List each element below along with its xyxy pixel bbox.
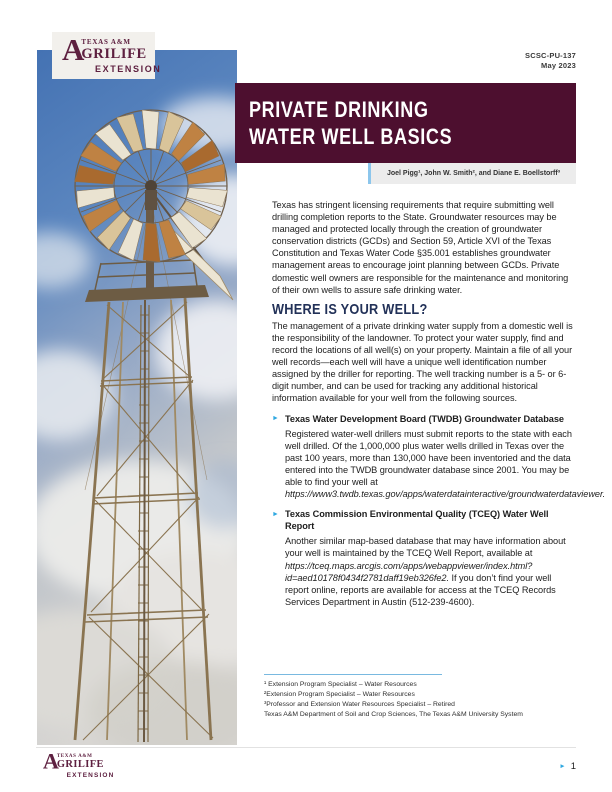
bullet-text: Another similar map-based database that may have information about your well is maintained by the TCEQ Well Report, available at xyxy=(285,536,566,559)
footnote-divider xyxy=(264,674,442,675)
section-paragraph: The management of a private drinking water supply from a domestic well is the responsibility of the landowner. To protect your water supply, find and record the locations of all well(s) on your property. Maintain a file of all your well records—each well will have a unique well identification number assigned by the driller for reporting. The well tracking number is a 5- or 6-digit number, and can be used for tracking any additional historical information available for your well from the following sources. xyxy=(272,320,573,404)
footnote-1: ¹ Extension Program Specialist – Water Resources xyxy=(264,681,417,688)
title-banner xyxy=(235,83,576,163)
agrilife-logo-texas-am: TEXAS A&M xyxy=(81,38,131,46)
section-heading: WHERE IS YOUR WELL? xyxy=(272,300,428,318)
agrilife-logo-header xyxy=(52,32,162,79)
authors-bar xyxy=(368,163,576,184)
windmill-photo-svg xyxy=(37,50,237,745)
intro-paragraph: Texas has stringent licensing requirements that require submitting well drilling completion reports to the State. Groundwater resources may be managed and protected locally through the creation of groundwater conservation districts (GCDs) and Section 59, Article XVI of the Texas Constitution and Texas Water Code §35.001 establishes groundwater management areas to encourage joint planning between GCDs. Private domestic well owners are responsible for the maintenance and monitoring of their own wells to assure safe drinking water. xyxy=(272,200,569,295)
agrilife-logo-division: EXTENSION xyxy=(95,63,162,74)
bullet-body xyxy=(285,428,606,501)
bullet-text-after: If you don’t find your well report online, reports are available for access at the TCEQ Records Services Department in Austin (512-239-4600). xyxy=(285,572,556,607)
bullet-title xyxy=(272,508,577,532)
bullet-arrow-icon: ► xyxy=(272,415,279,422)
publication-number: SCSC-PU-137 xyxy=(525,51,576,60)
bullet-item-tceq xyxy=(272,508,577,608)
footnote-2: ²Extension Program Specialist – Water Resources xyxy=(264,691,415,698)
agrilife-logo-name: GRILIFE xyxy=(81,46,147,62)
agrilife-logo-initial: A xyxy=(62,32,84,67)
agrilife-logo-division: EXTENSION xyxy=(66,771,115,779)
bullet-item-twdb xyxy=(272,413,606,501)
footer-divider xyxy=(36,747,576,748)
authors-text: Joel Pigg¹, John W. Smith², and Diane E. Boellstorff³ xyxy=(386,170,561,177)
article-body xyxy=(272,199,606,608)
bullet-text: Registered water-well drillers must submit reports to the state with each well drilled. Of the 1,000,000 plus water wells drilled in Texas over the past 100 years, more than 130,000 have been inventoried and the data entered into the TWDB groundwater database since 2001. You may be able to find your well at xyxy=(285,428,572,487)
page-number-arrow-icon: ► xyxy=(559,763,566,770)
bullet-title xyxy=(272,413,577,425)
agrilife-logo-initial: A xyxy=(42,748,59,774)
bullet-arrow-icon: ► xyxy=(272,510,279,518)
bullet-title-text: Texas Commission Environmental Quality (TCEQ) Water Well Report xyxy=(285,509,549,532)
agrilife-logo-footer xyxy=(40,748,115,786)
publication-info xyxy=(525,51,576,71)
footnote-3: ³Professor and Extension Water Resources Specialist – Retired xyxy=(264,701,455,708)
page-number-value: 1 xyxy=(570,761,576,772)
agrilife-logo-name: GRILIFE xyxy=(56,758,104,770)
windmill-photo xyxy=(37,50,237,745)
footnote-affiliation: Texas A&M Department of Soil and Crop Sciences, The Texas A&M University System xyxy=(264,711,523,718)
page-title-line1: PRIVATE DRINKING xyxy=(249,97,429,122)
page-title-line2: WATER WELL BASICS xyxy=(249,124,453,149)
bullet-title-text: Texas Water Development Board (TWDB) Groundwater Database xyxy=(285,413,564,424)
publication-date: May 2023 xyxy=(541,61,576,71)
tceq-link[interactable]: https://tceq.maps.arcgis.com/apps/webappviewer/index.html?id=aed10178f0434f2781daff19eb326fe2. xyxy=(285,560,533,583)
agrilife-logo-texas-am: TEXAS A&M xyxy=(56,752,93,759)
twdb-link[interactable]: https://www3.twdb.texas.gov/apps/waterdatainteractive/groundwaterdataviewer. xyxy=(285,489,606,500)
footnotes xyxy=(264,674,576,720)
bullet-body xyxy=(285,535,577,608)
page-number xyxy=(559,761,576,772)
